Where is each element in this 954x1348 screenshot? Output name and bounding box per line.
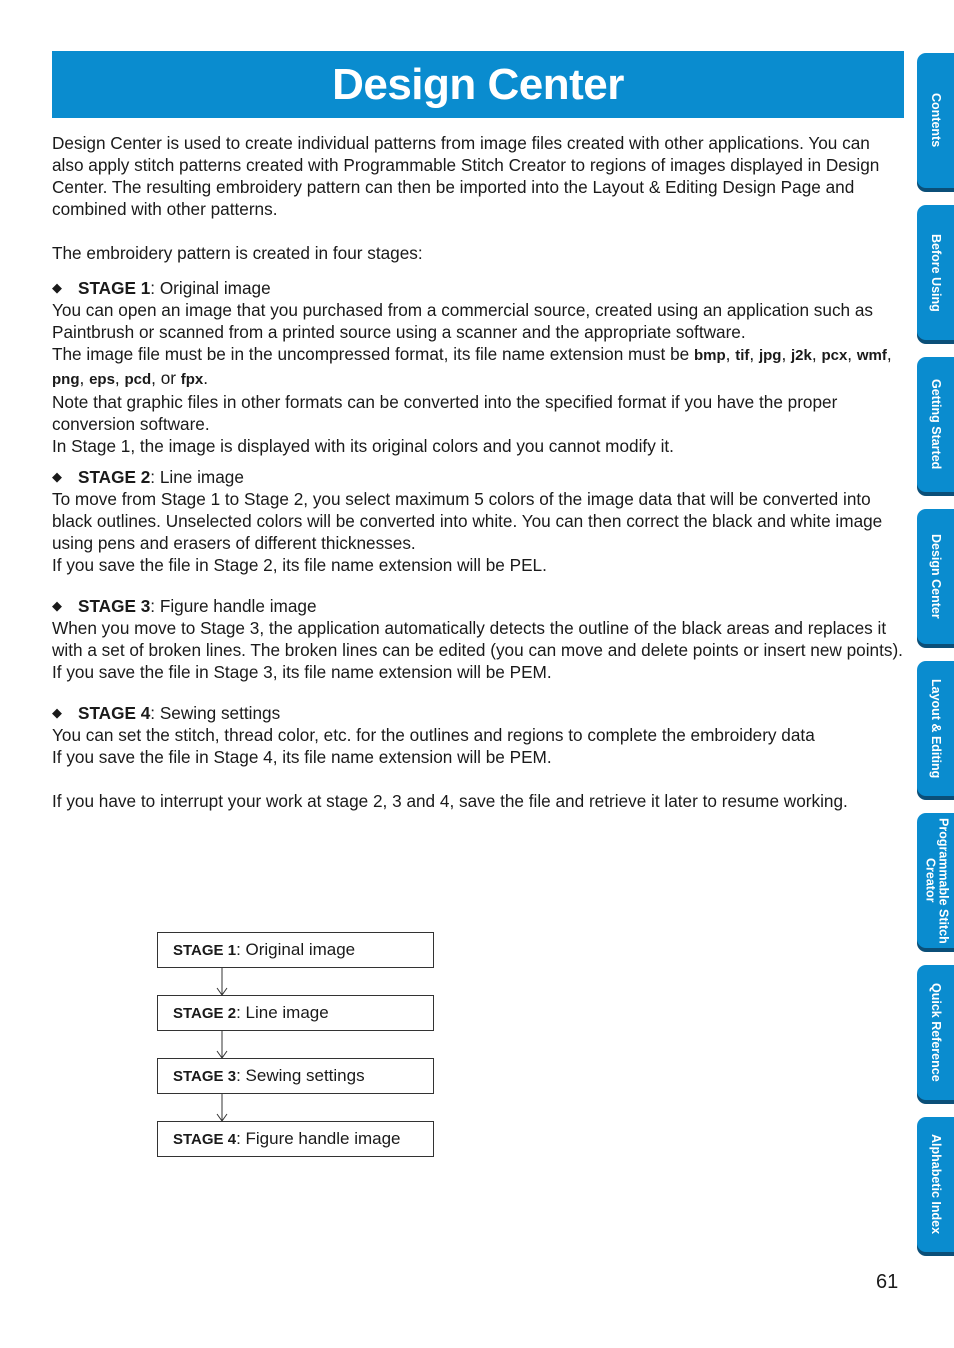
diamond-bullet-icon: ◆ <box>52 469 62 484</box>
tab-label: Getting Started <box>929 379 943 470</box>
tab-label: Alphabetic Index <box>929 1134 943 1235</box>
tab-programmable-stitch-creator[interactable] <box>917 813 954 948</box>
sep: , <box>847 344 857 364</box>
ext-jpg: jpg <box>758 347 782 364</box>
stage2-p1: To move from Stage 1 to Stage 2, you select maximum 5 colors of the image data that will be converted into black outlines. Unselected colors will be converted into white. You can then correct the black and white image using pens and erasers of different thicknesses. <box>52 489 883 553</box>
stage1-heading <box>52 277 904 299</box>
ext-wmf: wmf <box>856 347 887 364</box>
intro-paragraph: Design Center is used to create individual patterns from image files created with other applications. You can also apply stitch patterns created with Programmable Stitch Creator to regions of images displayed in Design Center. The resulting embroidery pattern can then be imported into the Layout & Editing Design Page and combined with other patterns. <box>52 133 880 219</box>
ext-bmp: bmp <box>693 347 726 364</box>
ext-png: png <box>52 371 80 388</box>
stage2-p2: If you save the file in Stage 2, its file name extension will be PEL. <box>52 555 547 575</box>
tab-getting-started[interactable] <box>917 357 954 492</box>
stage3-p2: If you save the file in Stage 3, its file name extension will be PEM. <box>52 662 552 682</box>
flow-box-stage3 <box>157 1058 434 1094</box>
stage4-p2: If you save the file in Stage 4, its file name extension will be PEM. <box>52 747 552 767</box>
diamond-bullet-icon: ◆ <box>52 280 62 295</box>
flow-box-label: STAGE 4 <box>173 1130 237 1148</box>
sep: , <box>114 368 125 388</box>
ext-j2k: j2k <box>791 347 812 364</box>
flow-box-text: : Original image <box>236 940 356 959</box>
sep: , <box>79 368 90 388</box>
stage4-section <box>52 702 904 768</box>
flow-box-label: STAGE 2 <box>173 1004 237 1022</box>
flow-box-stage1 <box>157 932 434 968</box>
tab-layout-editing[interactable] <box>917 661 954 796</box>
stage2-label: STAGE 2 <box>78 467 151 487</box>
tab-before-using[interactable] <box>917 205 954 340</box>
stages-intro: The embroidery pattern is created in four stages: <box>52 243 423 263</box>
sep: , <box>725 344 736 364</box>
stage4-heading <box>52 702 904 724</box>
sep: , <box>886 344 892 364</box>
tab-label: Programmable Stitch Creator <box>923 817 951 944</box>
tab-label: Quick Reference <box>929 983 943 1082</box>
down-arrow-icon <box>216 968 228 996</box>
stage1-title: : Original image <box>150 278 271 298</box>
flow-box-stage2 <box>157 995 434 1031</box>
flow-box-stage4 <box>157 1121 434 1157</box>
tab-quick-reference[interactable] <box>917 965 954 1100</box>
stage4-title: : Sewing settings <box>150 703 281 723</box>
tab-alphabetic-index[interactable] <box>917 1117 954 1252</box>
diamond-bullet-icon: ◆ <box>52 598 62 613</box>
stage1-p4: In Stage 1, the image is displayed with its original colors and you cannot modify it. <box>52 436 674 456</box>
main-content <box>52 132 904 812</box>
stage4-p1: You can set the stitch, thread color, etc. for the outlines and regions to complete the embroidery data <box>52 725 815 745</box>
stage2-heading <box>52 466 904 488</box>
stage1-p2 <box>52 343 904 391</box>
stage2-section <box>52 466 904 576</box>
stage3-title: : Figure handle image <box>150 596 317 616</box>
page-number: 61 <box>876 1271 899 1293</box>
stage4-label: STAGE 4 <box>78 703 151 723</box>
sep: , <box>749 344 759 364</box>
ext-fpx: fpx <box>180 371 204 388</box>
diamond-bullet-icon: ◆ <box>52 705 62 720</box>
stage1-label: STAGE 1 <box>78 278 151 298</box>
title-bar <box>52 51 904 118</box>
flow-box-text: : Sewing settings <box>236 1066 365 1085</box>
sep: , <box>811 344 822 364</box>
down-arrow-icon <box>216 1031 228 1059</box>
sep: , <box>781 344 792 364</box>
stage2-title: : Line image <box>150 467 244 487</box>
down-arrow-icon <box>216 1094 228 1122</box>
flow-box-label: STAGE 1 <box>173 941 237 959</box>
ext-pcd: pcd <box>124 371 152 388</box>
stage1-p2-text: The image file must be in the uncompressed format, its file name extension must be <box>52 344 694 364</box>
ext-tif: tif <box>735 347 750 364</box>
flow-box-label: STAGE 3 <box>173 1067 237 1085</box>
tab-design-center[interactable] <box>917 509 954 644</box>
stage3-heading <box>52 595 904 617</box>
flow-box-text: : Line image <box>236 1003 329 1022</box>
tab-label: Layout & Editing <box>929 678 943 779</box>
tab-label: Design Center <box>929 534 943 619</box>
closing-paragraph: If you have to interrupt your work at stage 2, 3 and 4, save the file and retrieve it later to resume working. <box>52 791 848 811</box>
ext-pcx: pcx <box>821 347 848 364</box>
side-tabs <box>917 0 954 1348</box>
tab-label: Before Using <box>929 233 943 312</box>
page-title: Design Center <box>332 59 624 109</box>
stage1-p3: Note that graphic files in other formats can be converted into the specified format if you have the proper conversion software. <box>52 392 838 434</box>
flow-box-text: : Figure handle image <box>236 1129 401 1148</box>
stage1-p1: You can open an image that you purchased from a commercial source, created using an application such as Paintbrush or scanned from a printed source using a scanner and the appropriate software. <box>52 300 874 342</box>
stage3-section <box>52 595 904 683</box>
stage3-p1: When you move to Stage 3, the application automatically detects the outline of the black areas and replaces it with a set of broken lines. The broken lines can be edited (you can move and delete points or insert new points). <box>52 618 903 660</box>
stage1-section <box>52 277 904 457</box>
ext-eps: eps <box>89 371 115 388</box>
or-text: , or <box>151 368 181 388</box>
period: . <box>203 368 209 388</box>
stage3-label: STAGE 3 <box>78 596 151 616</box>
tab-contents[interactable] <box>917 53 954 188</box>
tab-label: Contents <box>929 93 943 148</box>
